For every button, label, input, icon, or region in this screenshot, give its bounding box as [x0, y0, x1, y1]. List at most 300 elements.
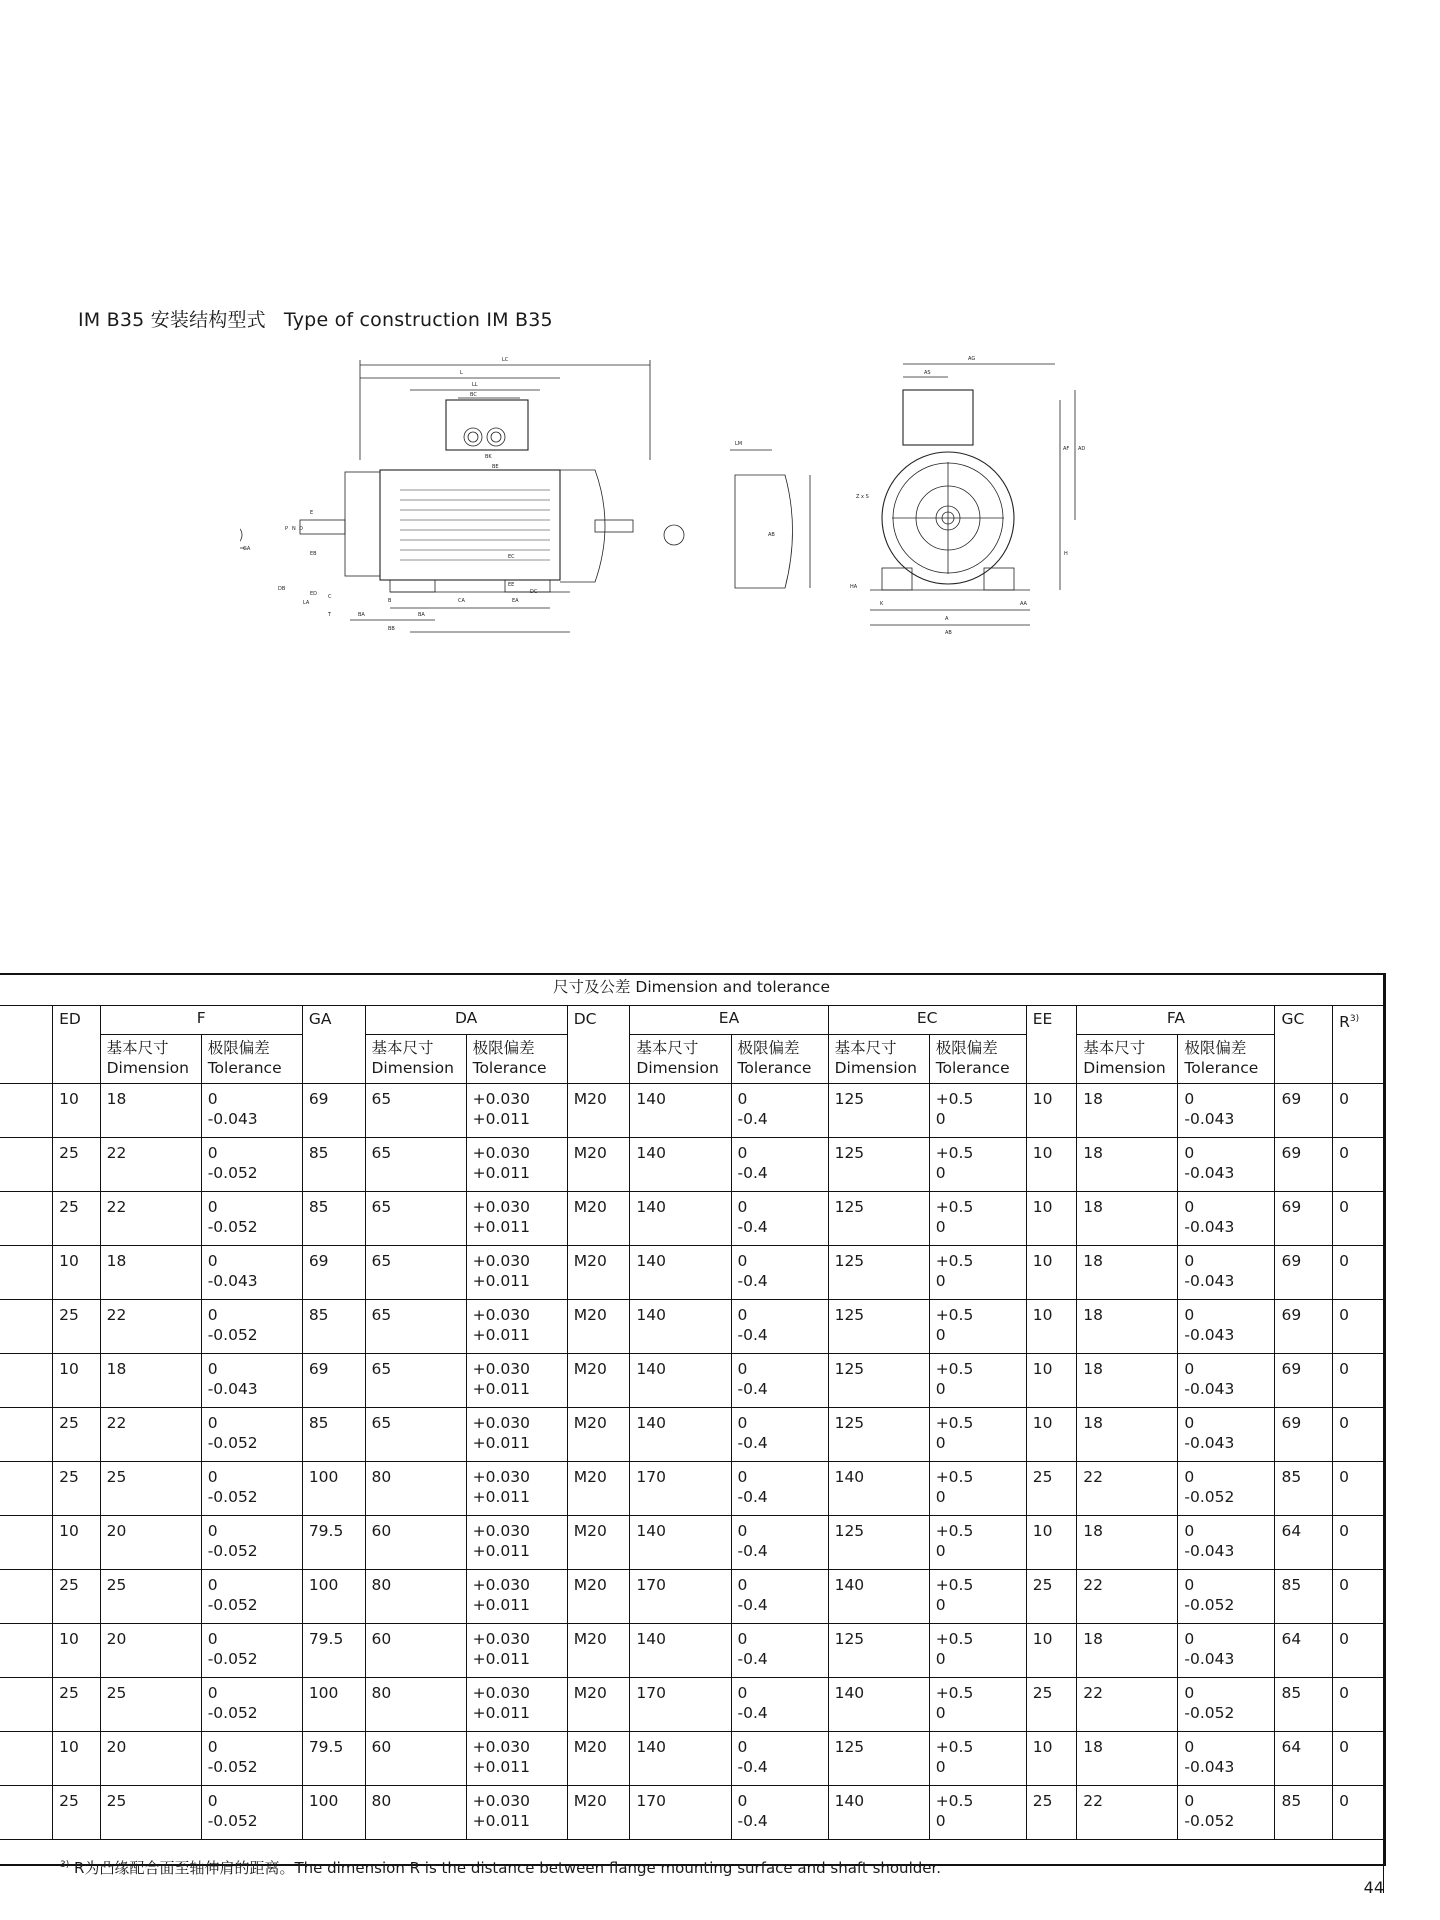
cell-ec-tolerance: +0.5 0 [929, 1300, 1026, 1354]
cell-f-tolerance: 0 -0.052 [201, 1300, 302, 1354]
label-lc: LC [502, 357, 509, 363]
cell-f: 20 [100, 1624, 201, 1678]
col-gc: GC [1275, 1006, 1333, 1084]
cell-ga: 85 [302, 1192, 365, 1246]
cell-fa: 22 [1077, 1462, 1178, 1516]
cell-fa-tolerance: 0 -0.043 [1178, 1624, 1275, 1678]
group-da: DA [365, 1006, 567, 1035]
cell-f: 22 [100, 1408, 201, 1462]
label-bc: BC [470, 392, 477, 398]
table-row [0, 1516, 1384, 1570]
cell-ga: 79.5 [302, 1516, 365, 1570]
label-bb: BB [388, 626, 395, 632]
cell-da-tolerance: +0.030 +0.011 [466, 1570, 567, 1624]
cell-ee: 10 [1026, 1084, 1077, 1138]
cell-f-tolerance: 0 -0.052 [201, 1678, 302, 1732]
cell-fa-tolerance: 0 -0.043 [1178, 1516, 1275, 1570]
cell-dc: M20 [567, 1624, 630, 1678]
cell-da-tolerance: +0.030 +0.011 [466, 1354, 567, 1408]
cell-ea-tolerance: 0 -0.4 [731, 1300, 828, 1354]
cell-f: 18 [100, 1246, 201, 1300]
cell-f-tolerance: 0 -0.052 [201, 1732, 302, 1786]
cell-f-tolerance: 0 -0.043 [201, 1354, 302, 1408]
cell-fa-tolerance: 0 -0.052 [1178, 1462, 1275, 1516]
col-dc: DC [567, 1006, 630, 1084]
cell-fa: 18 [1077, 1732, 1178, 1786]
cell-ec-tolerance: +0.5 0 [929, 1084, 1026, 1138]
cell-ea-tolerance: 0 -0.4 [731, 1678, 828, 1732]
label-t: T [328, 612, 332, 618]
label-ha: HA [850, 584, 858, 590]
cell-ea: 140 [630, 1354, 731, 1408]
cell-ed: 10 [53, 1084, 101, 1138]
cell-ea-tolerance: 0 -0.4 [731, 1516, 828, 1570]
label-as: AS [924, 370, 931, 376]
cell-ec: 125 [828, 1084, 929, 1138]
cell-ed: 10 [53, 1354, 101, 1408]
subheader-ea-tolerance: 极限偏差 Tolerance [731, 1035, 828, 1084]
cell-da: 80 [365, 1786, 466, 1840]
cell-ea-tolerance: 0 -0.4 [731, 1192, 828, 1246]
cell-da-tolerance: +0.030 +0.011 [466, 1462, 567, 1516]
label-ga: GA [243, 546, 251, 552]
cell-da: 60 [365, 1516, 466, 1570]
group-f: F [100, 1006, 302, 1035]
cell-blank [0, 1138, 53, 1192]
cell-ed: 25 [53, 1300, 101, 1354]
cell-ga: 100 [302, 1678, 365, 1732]
cell-da: 65 [365, 1246, 466, 1300]
cell-r: 0 [1333, 1354, 1384, 1408]
cell-f: 18 [100, 1354, 201, 1408]
cell-r: 0 [1333, 1516, 1384, 1570]
cell-fa: 18 [1077, 1300, 1178, 1354]
subheader-ea-dimension: 基本尺寸 Dimension [630, 1035, 731, 1084]
cell-f-tolerance: 0 -0.052 [201, 1138, 302, 1192]
cell-blank [0, 1192, 53, 1246]
cell-da: 80 [365, 1570, 466, 1624]
cell-ee: 25 [1026, 1786, 1077, 1840]
cell-r: 0 [1333, 1246, 1384, 1300]
cell-ec: 125 [828, 1138, 929, 1192]
cell-ec: 125 [828, 1300, 929, 1354]
label-ag: AG [968, 356, 976, 362]
cell-ec-tolerance: +0.5 0 [929, 1624, 1026, 1678]
cell-ea: 170 [630, 1678, 731, 1732]
cell-ga: 100 [302, 1786, 365, 1840]
cell-ea-tolerance: 0 -0.4 [731, 1462, 828, 1516]
cell-blank [0, 1084, 53, 1138]
cell-ed: 10 [53, 1516, 101, 1570]
cell-ea: 140 [630, 1192, 731, 1246]
cell-dc: M20 [567, 1516, 630, 1570]
cell-ea: 170 [630, 1570, 731, 1624]
col-r: $R^{3)}$ [1333, 1006, 1384, 1084]
cell-ga: 79.5 [302, 1732, 365, 1786]
cell-ee: 25 [1026, 1570, 1077, 1624]
cell-ec: 140 [828, 1570, 929, 1624]
cell-f-tolerance: 0 -0.052 [201, 1516, 302, 1570]
cell-dc: M20 [567, 1570, 630, 1624]
cell-ec-tolerance: +0.5 0 [929, 1678, 1026, 1732]
cell-f-tolerance: 0 -0.052 [201, 1624, 302, 1678]
cell-r: 0 [1333, 1732, 1384, 1786]
cell-fa: 18 [1077, 1408, 1178, 1462]
table-row [0, 1300, 1384, 1354]
subheader-f-tolerance: 极限偏差 Tolerance [201, 1035, 302, 1084]
cell-blank [0, 1624, 53, 1678]
cell-gc: 69 [1275, 1246, 1333, 1300]
cell-ec-tolerance: +0.5 0 [929, 1138, 1026, 1192]
cell-ea: 140 [630, 1516, 731, 1570]
cell-da: 60 [365, 1732, 466, 1786]
cell-f: 25 [100, 1786, 201, 1840]
label-ea: EA [512, 598, 519, 604]
cell-ee: 10 [1026, 1516, 1077, 1570]
subheader-fa-tolerance: 极限偏差 Tolerance [1178, 1035, 1275, 1084]
cell-da-tolerance: +0.030 +0.011 [466, 1300, 567, 1354]
cell-ed: 10 [53, 1624, 101, 1678]
cell-gc: 85 [1275, 1786, 1333, 1840]
title-cn: IM B35 安装结构型式 [78, 309, 266, 331]
cell-ec-tolerance: +0.5 0 [929, 1516, 1026, 1570]
cell-r: 0 [1333, 1408, 1384, 1462]
cell-ec: 140 [828, 1786, 929, 1840]
cell-da: 65 [365, 1084, 466, 1138]
label-ad: AD [1078, 446, 1086, 452]
cell-ec: 140 [828, 1678, 929, 1732]
cell-da: 65 [365, 1408, 466, 1462]
cell-ee: 10 [1026, 1624, 1077, 1678]
cell-fa: 22 [1077, 1678, 1178, 1732]
cell-dc: M20 [567, 1354, 630, 1408]
label-zs: Z x S [856, 494, 869, 500]
cell-r: 0 [1333, 1462, 1384, 1516]
table-caption: 尺寸及公差 Dimension and tolerance [0, 975, 1384, 1006]
label-dc: DC [530, 589, 538, 595]
table-row [0, 1408, 1384, 1462]
label-k: K [880, 601, 884, 607]
cell-ea-tolerance: 0 -0.4 [731, 1570, 828, 1624]
cell-fa: 18 [1077, 1084, 1178, 1138]
cell-ga: 85 [302, 1408, 365, 1462]
cell-fa: 18 [1077, 1516, 1178, 1570]
cell-fa-tolerance: 0 -0.043 [1178, 1408, 1275, 1462]
table-row [0, 1354, 1384, 1408]
cell-gc: 85 [1275, 1570, 1333, 1624]
cell-ee: 10 [1026, 1408, 1077, 1462]
cell-fa-tolerance: 0 -0.052 [1178, 1570, 1275, 1624]
cell-gc: 85 [1275, 1678, 1333, 1732]
cell-ed: 25 [53, 1138, 101, 1192]
cell-da: 65 [365, 1138, 466, 1192]
cell-blank [0, 1516, 53, 1570]
cell-dc: M20 [567, 1732, 630, 1786]
cell-dc: M20 [567, 1678, 630, 1732]
table-row [0, 1570, 1384, 1624]
cell-fa-tolerance: 0 -0.052 [1178, 1678, 1275, 1732]
cell-da-tolerance: +0.030 +0.011 [466, 1516, 567, 1570]
cell-ea: 170 [630, 1786, 731, 1840]
cell-dc: M20 [567, 1192, 630, 1246]
label-ab: AB [945, 630, 952, 636]
cell-gc: 64 [1275, 1516, 1333, 1570]
cell-da: 65 [365, 1192, 466, 1246]
label-ab2: AB [768, 532, 775, 538]
label-p: P [285, 526, 289, 532]
cell-ee: 10 [1026, 1300, 1077, 1354]
cell-da: 65 [365, 1300, 466, 1354]
cell-dc: M20 [567, 1300, 630, 1354]
cell-ed: 10 [53, 1732, 101, 1786]
group-fa: FA [1077, 1006, 1275, 1035]
cell-ee: 10 [1026, 1192, 1077, 1246]
cell-ed: 10 [53, 1246, 101, 1300]
cell-ga: 69 [302, 1354, 365, 1408]
cell-fa-tolerance: 0 -0.043 [1178, 1354, 1275, 1408]
label-h: H [1064, 551, 1068, 557]
cell-r: 0 [1333, 1300, 1384, 1354]
table-row [0, 1084, 1384, 1138]
cell-ec: 125 [828, 1354, 929, 1408]
cell-ea-tolerance: 0 -0.4 [731, 1786, 828, 1840]
cell-fa: 18 [1077, 1138, 1178, 1192]
cell-fa-tolerance: 0 -0.043 [1178, 1246, 1275, 1300]
label-ll: LL [472, 382, 478, 388]
cell-ec-tolerance: +0.5 0 [929, 1570, 1026, 1624]
label-ba: BA [358, 612, 365, 618]
cell-ec-tolerance: +0.5 0 [929, 1732, 1026, 1786]
table-row [0, 1786, 1384, 1840]
label-b: B [388, 598, 392, 604]
subheader-ec-tolerance: 极限偏差 Tolerance [929, 1035, 1026, 1084]
cell-ed: 25 [53, 1192, 101, 1246]
cell-ea: 140 [630, 1138, 731, 1192]
subheader-da-tolerance: 极限偏差 Tolerance [466, 1035, 567, 1084]
label-lm: LM [735, 441, 743, 447]
cell-gc: 64 [1275, 1732, 1333, 1786]
label-ba2: BA [418, 612, 425, 618]
cell-dc: M20 [567, 1408, 630, 1462]
label-db: DB [278, 586, 286, 592]
cell-ga: 69 [302, 1084, 365, 1138]
cell-ec: 125 [828, 1624, 929, 1678]
cell-ea-tolerance: 0 -0.4 [731, 1408, 828, 1462]
cell-dc: M20 [567, 1786, 630, 1840]
cell-gc: 69 [1275, 1300, 1333, 1354]
cell-f-tolerance: 0 -0.052 [201, 1786, 302, 1840]
cell-da-tolerance: +0.030 +0.011 [466, 1138, 567, 1192]
cell-blank [0, 1462, 53, 1516]
cell-f-tolerance: 0 -0.052 [201, 1192, 302, 1246]
cell-ed: 25 [53, 1570, 101, 1624]
label-eb: EB [310, 551, 317, 557]
table-row [0, 1192, 1384, 1246]
cell-gc: 85 [1275, 1462, 1333, 1516]
label-a: A [945, 616, 949, 622]
cell-f-tolerance: 0 -0.043 [201, 1084, 302, 1138]
cell-dc: M20 [567, 1246, 630, 1300]
cell-ea: 140 [630, 1300, 731, 1354]
cell-fa-tolerance: 0 -0.043 [1178, 1300, 1275, 1354]
cell-fa: 22 [1077, 1786, 1178, 1840]
cell-fa: 22 [1077, 1570, 1178, 1624]
cell-da-tolerance: +0.030 +0.011 [466, 1084, 567, 1138]
cell-dc: M20 [567, 1084, 630, 1138]
cell-ea-tolerance: 0 -0.4 [731, 1138, 828, 1192]
cell-dc: M20 [567, 1462, 630, 1516]
label-n: N [292, 526, 296, 532]
cell-r: 0 [1333, 1084, 1384, 1138]
cell-f: 22 [100, 1138, 201, 1192]
cell-da: 80 [365, 1678, 466, 1732]
col-blank [0, 1006, 53, 1084]
group-ea: EA [630, 1006, 828, 1035]
cell-ec: 125 [828, 1516, 929, 1570]
cell-f-tolerance: 0 -0.043 [201, 1246, 302, 1300]
cell-ed: 25 [53, 1462, 101, 1516]
page-title [78, 305, 553, 332]
cell-da-tolerance: +0.030 +0.011 [466, 1678, 567, 1732]
cell-da-tolerance: +0.030 +0.011 [466, 1624, 567, 1678]
cell-f: 20 [100, 1516, 201, 1570]
cell-ea-tolerance: 0 -0.4 [731, 1624, 828, 1678]
cell-ec: 125 [828, 1732, 929, 1786]
label-d: D [299, 526, 303, 532]
cell-blank [0, 1786, 53, 1840]
subheader-f-dimension: 基本尺寸 Dimension [100, 1035, 201, 1084]
cell-ea: 170 [630, 1462, 731, 1516]
cell-ee: 10 [1026, 1354, 1077, 1408]
label-c: C [328, 594, 332, 600]
table-row [0, 1624, 1384, 1678]
cell-ga: 100 [302, 1462, 365, 1516]
cell-gc: 69 [1275, 1084, 1333, 1138]
cell-ee: 25 [1026, 1462, 1077, 1516]
cell-ee: 10 [1026, 1138, 1077, 1192]
cell-f: 25 [100, 1462, 201, 1516]
cell-ee: 10 [1026, 1246, 1077, 1300]
cell-da: 80 [365, 1462, 466, 1516]
title-en: Type of construction IM B35 [283, 309, 553, 331]
cell-fa-tolerance: 0 -0.043 [1178, 1084, 1275, 1138]
cell-gc: 69 [1275, 1408, 1333, 1462]
dimension-table-frame [0, 973, 1386, 1877]
cell-ee: 10 [1026, 1732, 1077, 1786]
col-ee: EE [1026, 1006, 1077, 1084]
cell-ec-tolerance: +0.5 0 [929, 1786, 1026, 1840]
cell-ea: 140 [630, 1732, 731, 1786]
cell-ga: 85 [302, 1300, 365, 1354]
cell-f-tolerance: 0 -0.052 [201, 1570, 302, 1624]
cell-ea: 140 [630, 1408, 731, 1462]
cell-ec-tolerance: +0.5 0 [929, 1462, 1026, 1516]
cell-ee: 25 [1026, 1678, 1077, 1732]
cell-ed: 25 [53, 1678, 101, 1732]
cell-gc: 64 [1275, 1624, 1333, 1678]
cell-fa: 18 [1077, 1354, 1178, 1408]
cell-da: 60 [365, 1624, 466, 1678]
cell-blank [0, 1354, 53, 1408]
cell-ed: 25 [53, 1408, 101, 1462]
technical-drawing [240, 350, 1180, 660]
label-af: AF [1063, 446, 1070, 452]
label-ec: EC [508, 554, 515, 560]
label-l: L [460, 370, 463, 376]
table-row [0, 1732, 1384, 1786]
table-row [0, 1462, 1384, 1516]
cell-fa-tolerance: 0 -0.052 [1178, 1786, 1275, 1840]
label-ca: CA [458, 598, 465, 604]
cell-f: 25 [100, 1570, 201, 1624]
cell-fa: 18 [1077, 1192, 1178, 1246]
cell-ea-tolerance: 0 -0.4 [731, 1354, 828, 1408]
cell-dc: M20 [567, 1138, 630, 1192]
cell-fa: 18 [1077, 1246, 1178, 1300]
cell-fa: 18 [1077, 1624, 1178, 1678]
cell-ec: 140 [828, 1462, 929, 1516]
cell-fa-tolerance: 0 -0.043 [1178, 1732, 1275, 1786]
dimension-table [0, 975, 1384, 1893]
cell-ec-tolerance: +0.5 0 [929, 1408, 1026, 1462]
cell-f: 25 [100, 1678, 201, 1732]
cell-r: 0 [1333, 1624, 1384, 1678]
cell-r: 0 [1333, 1570, 1384, 1624]
motor-drawing-svg [240, 350, 1180, 660]
cell-f: 22 [100, 1300, 201, 1354]
label-be: BE [492, 464, 499, 470]
cell-blank [0, 1732, 53, 1786]
cell-da-tolerance: +0.030 +0.011 [466, 1732, 567, 1786]
cell-ec-tolerance: +0.5 0 [929, 1354, 1026, 1408]
label-ee: EE [508, 582, 515, 588]
cell-fa-tolerance: 0 -0.043 [1178, 1138, 1275, 1192]
cell-r: 0 [1333, 1678, 1384, 1732]
cell-ec: 125 [828, 1408, 929, 1462]
col-ed: ED [53, 1006, 101, 1084]
cell-ea-tolerance: 0 -0.4 [731, 1732, 828, 1786]
cell-ga: 85 [302, 1138, 365, 1192]
group-ec: EC [828, 1006, 1026, 1035]
cell-r: 0 [1333, 1192, 1384, 1246]
cell-blank [0, 1570, 53, 1624]
label-bk: BK [485, 454, 492, 460]
cell-ea: 140 [630, 1246, 731, 1300]
cell-blank [0, 1408, 53, 1462]
cell-ea: 140 [630, 1084, 731, 1138]
cell-ec-tolerance: +0.5 0 [929, 1192, 1026, 1246]
cell-blank [0, 1246, 53, 1300]
cell-ec-tolerance: +0.5 0 [929, 1246, 1026, 1300]
cell-gc: 69 [1275, 1354, 1333, 1408]
cell-ea: 140 [630, 1624, 731, 1678]
cell-ga: 79.5 [302, 1624, 365, 1678]
cell-ec: 125 [828, 1192, 929, 1246]
cell-da: 65 [365, 1354, 466, 1408]
subheader-ec-dimension: 基本尺寸 Dimension [828, 1035, 929, 1084]
cell-f-tolerance: 0 -0.052 [201, 1462, 302, 1516]
cell-f: 18 [100, 1084, 201, 1138]
subheader-fa-dimension: 基本尺寸 Dimension [1077, 1035, 1178, 1084]
cell-da-tolerance: +0.030 +0.011 [466, 1246, 567, 1300]
cell-ga: 69 [302, 1246, 365, 1300]
cell-ea-tolerance: 0 -0.4 [731, 1246, 828, 1300]
label-e: E [310, 510, 314, 516]
table-row [0, 1678, 1384, 1732]
cell-r: 0 [1333, 1786, 1384, 1840]
cell-f: 20 [100, 1732, 201, 1786]
label-ed: ED [310, 591, 318, 597]
